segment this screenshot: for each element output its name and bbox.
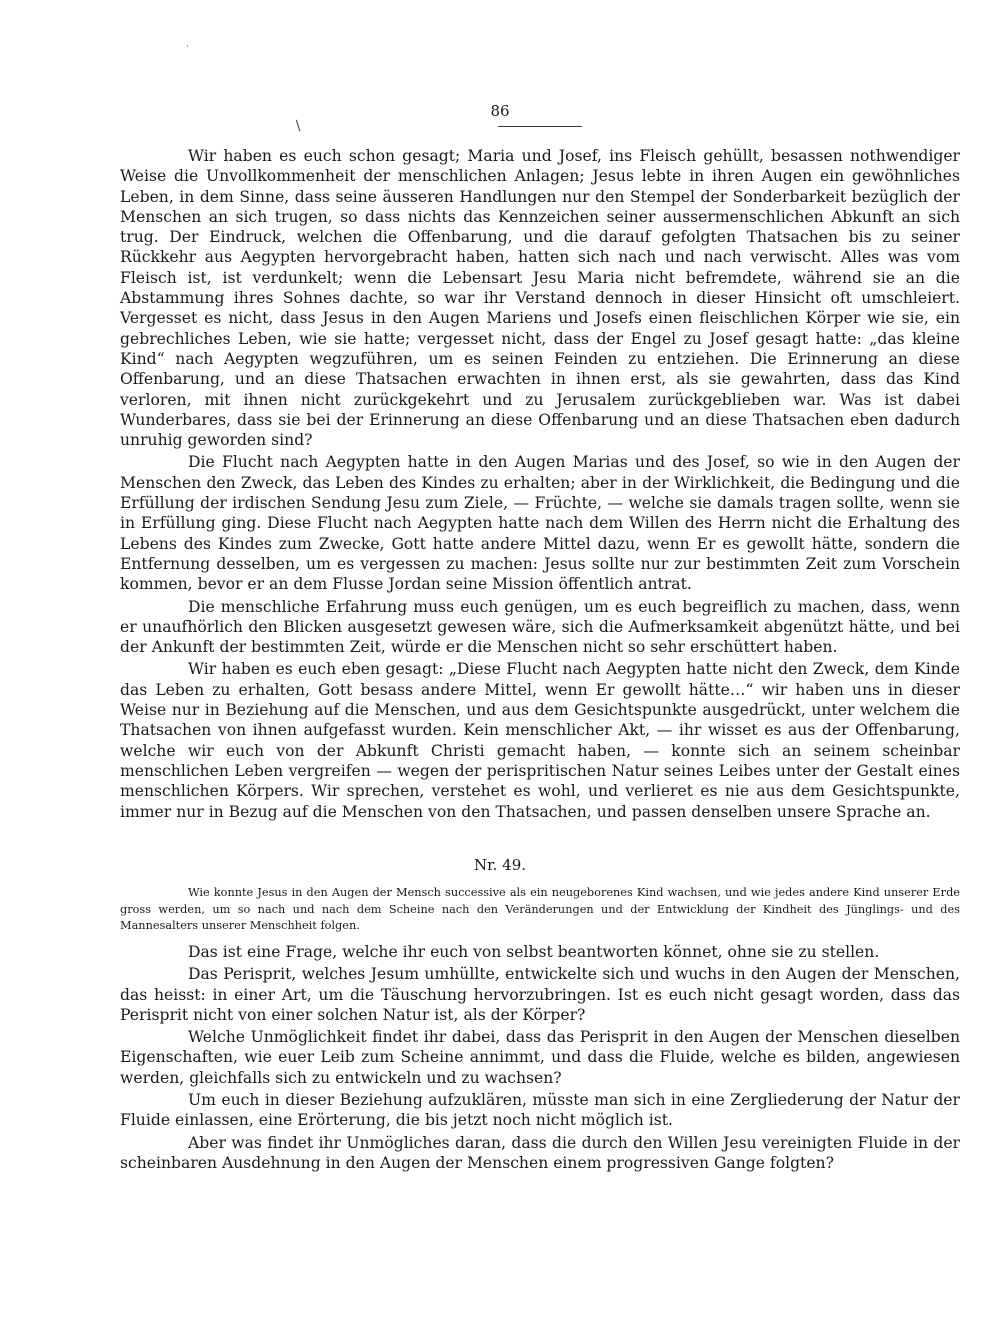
stray-mark: · (186, 42, 189, 52)
stray-mark: / (291, 118, 305, 134)
paragraph: Die Flucht nach Aegypten hatte in den Augen Marias und des Josef, so wie in den Augen der Menschen den Zweck, das Leben des Kindes zu erhalten; aber in der Wirklichkeit, die Bedingung und die Erfüllung der irdischen Sendung Jesu zum Ziele, — Früchte, — welche sie damals tragen sollte, wenn sie in Erfüllung ging. Diese Flucht nach Aegypten hatte nach dem Willen des Herrn nicht die Erhaltung des Lebens des Kindes zum Zwecke, Gott hatte andere Mittel dazu, wenn Er es gewollt hätte, sondern die Entfernung desselben, um es vergessen zu machen: Jesus sollte nur zur bestimmten Zeit zum Vorschein kommen, bevor er an dem Flusse Jordan seine Mission öffentlich antrat. (120, 453, 960, 594)
page-number-rule (498, 126, 582, 127)
section-heading: Nr. 49. (473, 856, 527, 874)
paragraph: Das ist eine Frage, welche ihr euch von selbst beantworten könnet, ohne sie zu stellen. (188, 943, 880, 961)
answer-text (120, 942, 960, 1175)
paragraph: Um euch in dieser Beziehung aufzuklären, müsste man sich in eine Zergliederung der Natur der Fluide einlassen, eine Erörterung, die bis jetzt noch nicht möglich ist. (120, 1091, 960, 1130)
main-text (120, 146, 960, 824)
paragraph: Wir haben es euch eben gesagt: „Diese Flucht nach Aegypten hatte nicht den Zweck, dem Kinde das Leben zu erhalten, Gott besass andere Mittel, wenn Er gewollt hätte…“ wir haben uns in dieser Weise nur in Beziehung auf die Menschen, und aus dem Gesichtspunkte ausgedrückt, unter welchem die Thatsachen von ihnen aufgefasst wurden. Kein menschlicher Akt, — ihr wisset es aus der Offenbarung, welche wir euch von der Abkunft Christi gemacht haben, — konnte sich an seinem scheinbar menschlichen Leben vergreifen — wegen der perispritischen Natur seines Leibes unter der Gestalt eines menschlichen Körpers. Wir sprechen, verstehet es wohl, und verlieret es nie aus dem Gesichtspunkte, immer nur in Bezug auf die Menschen von den Thatsachen, und passen denselben unsere Sprache an. (120, 660, 960, 821)
paragraph: Wir haben es euch schon gesagt; Maria und Josef, ins Fleisch gehüllt, besassen nothwendiger Weise die Unvollkommenheit der menschlichen Anlagen; Jesus lebte in ihren Augen ein gewöhnliches Leben, in dem Sinne, dass seine äusseren Handlungen nur den Stempel der Sonderbarkeit bezüglich der Menschen an sich trugen, so dass nichts das Kennzeichen seiner aussermenschlichen Abkunft an sich trug. Der Eindruck, welchen die Offenbarung, und die darauf gefolgten Thatsachen bis zu seiner Rückkehr aus Aegypten hervorgebracht haben, hatten sich nach und nach verwischt. Alles was vom Fleisch ist, ist verdunkelt; wenn die Lebensart Jesu Maria nicht befremdete, während sie an die Abstammung ihres Sohnes dachte, so war ihr Verstand dennoch in dieser Hinsicht oft umschleiert. Vergesset es nicht, dass Jesus in den Augen Mariens und Josefs einen fleischlichen Körper wie sie, ein gebrechliches Leben, wie sie hatte; vergesset nicht, dass der Engel zu Josef gesagt hatte: „das kleine Kind“ nach Aegypten wegzuführen, um es seinen Feinden zu entziehen. Die Erinnerung an diese Offenbarung, und an diese Thatsachen erwachten in ihnen erst, als sie gewahrten, dass das Kind verloren, mit ihnen nicht zurückgekehrt und zu Jerusalem zurückgeblieben war. Was ist dabei Wunderbares, dass sie bei der Erinnerung an diese Offenbarung und an diese Thatsachen eben dadurch unruhig geworden sind? (120, 147, 960, 450)
paragraph: Welche Unmöglichkeit findet ihr dabei, dass das Perisprit in den Augen der Menschen dieselben Eigenschaften, wie euer Leib zum Scheine annimmt, und dass die Fluide, welche es bilden, angewiesen werden, gleichfalls sich zu entwickeln und zu wachsen? (120, 1028, 960, 1087)
question-text: Wie konnte Jesus in den Augen der Mensch successive als ein neugeborenes Kind wachsen, und wie jedes andere Kind unserer Erde gross werden, um so nach und nach dem Scheine nach den Veränderungen und der Entwicklung der Kindheit des Jünglings- und des Mannesalters unserer Menschheit folgen. (120, 886, 960, 932)
paragraph: Die menschliche Erfahrung muss euch genügen, um es euch begreiflich zu machen, dass, wenn er unaufhörlich den Blicken ausgesetzt gewesen wäre, sich die Aufmerksamkeit abgenützt hätte, und bei der Ankunft der bestimmten Zeit, würde er die Menschen nicht so sehr erschüttert haben. (120, 597, 960, 657)
paragraph: Aber was findet ihr Unmögliches daran, dass die durch den Willen Jesu vereinigten Fluide in der scheinbaren Ausdehnung in den Augen der Menschen einem progressiven Gange folgten? (120, 1133, 960, 1172)
page-number: 86 (490, 102, 510, 120)
paragraph: Das Perisprit, welches Jesum umhüllte, entwickelte sich und wuchs in den Augen der Menschen, das heisst: in einer Art, um die Täuschung hervorzubringen. Ist es euch nicht gesagt worden, dass das Perisprit nicht von einer solchen Natur ist, als der Körper? (120, 965, 960, 1024)
